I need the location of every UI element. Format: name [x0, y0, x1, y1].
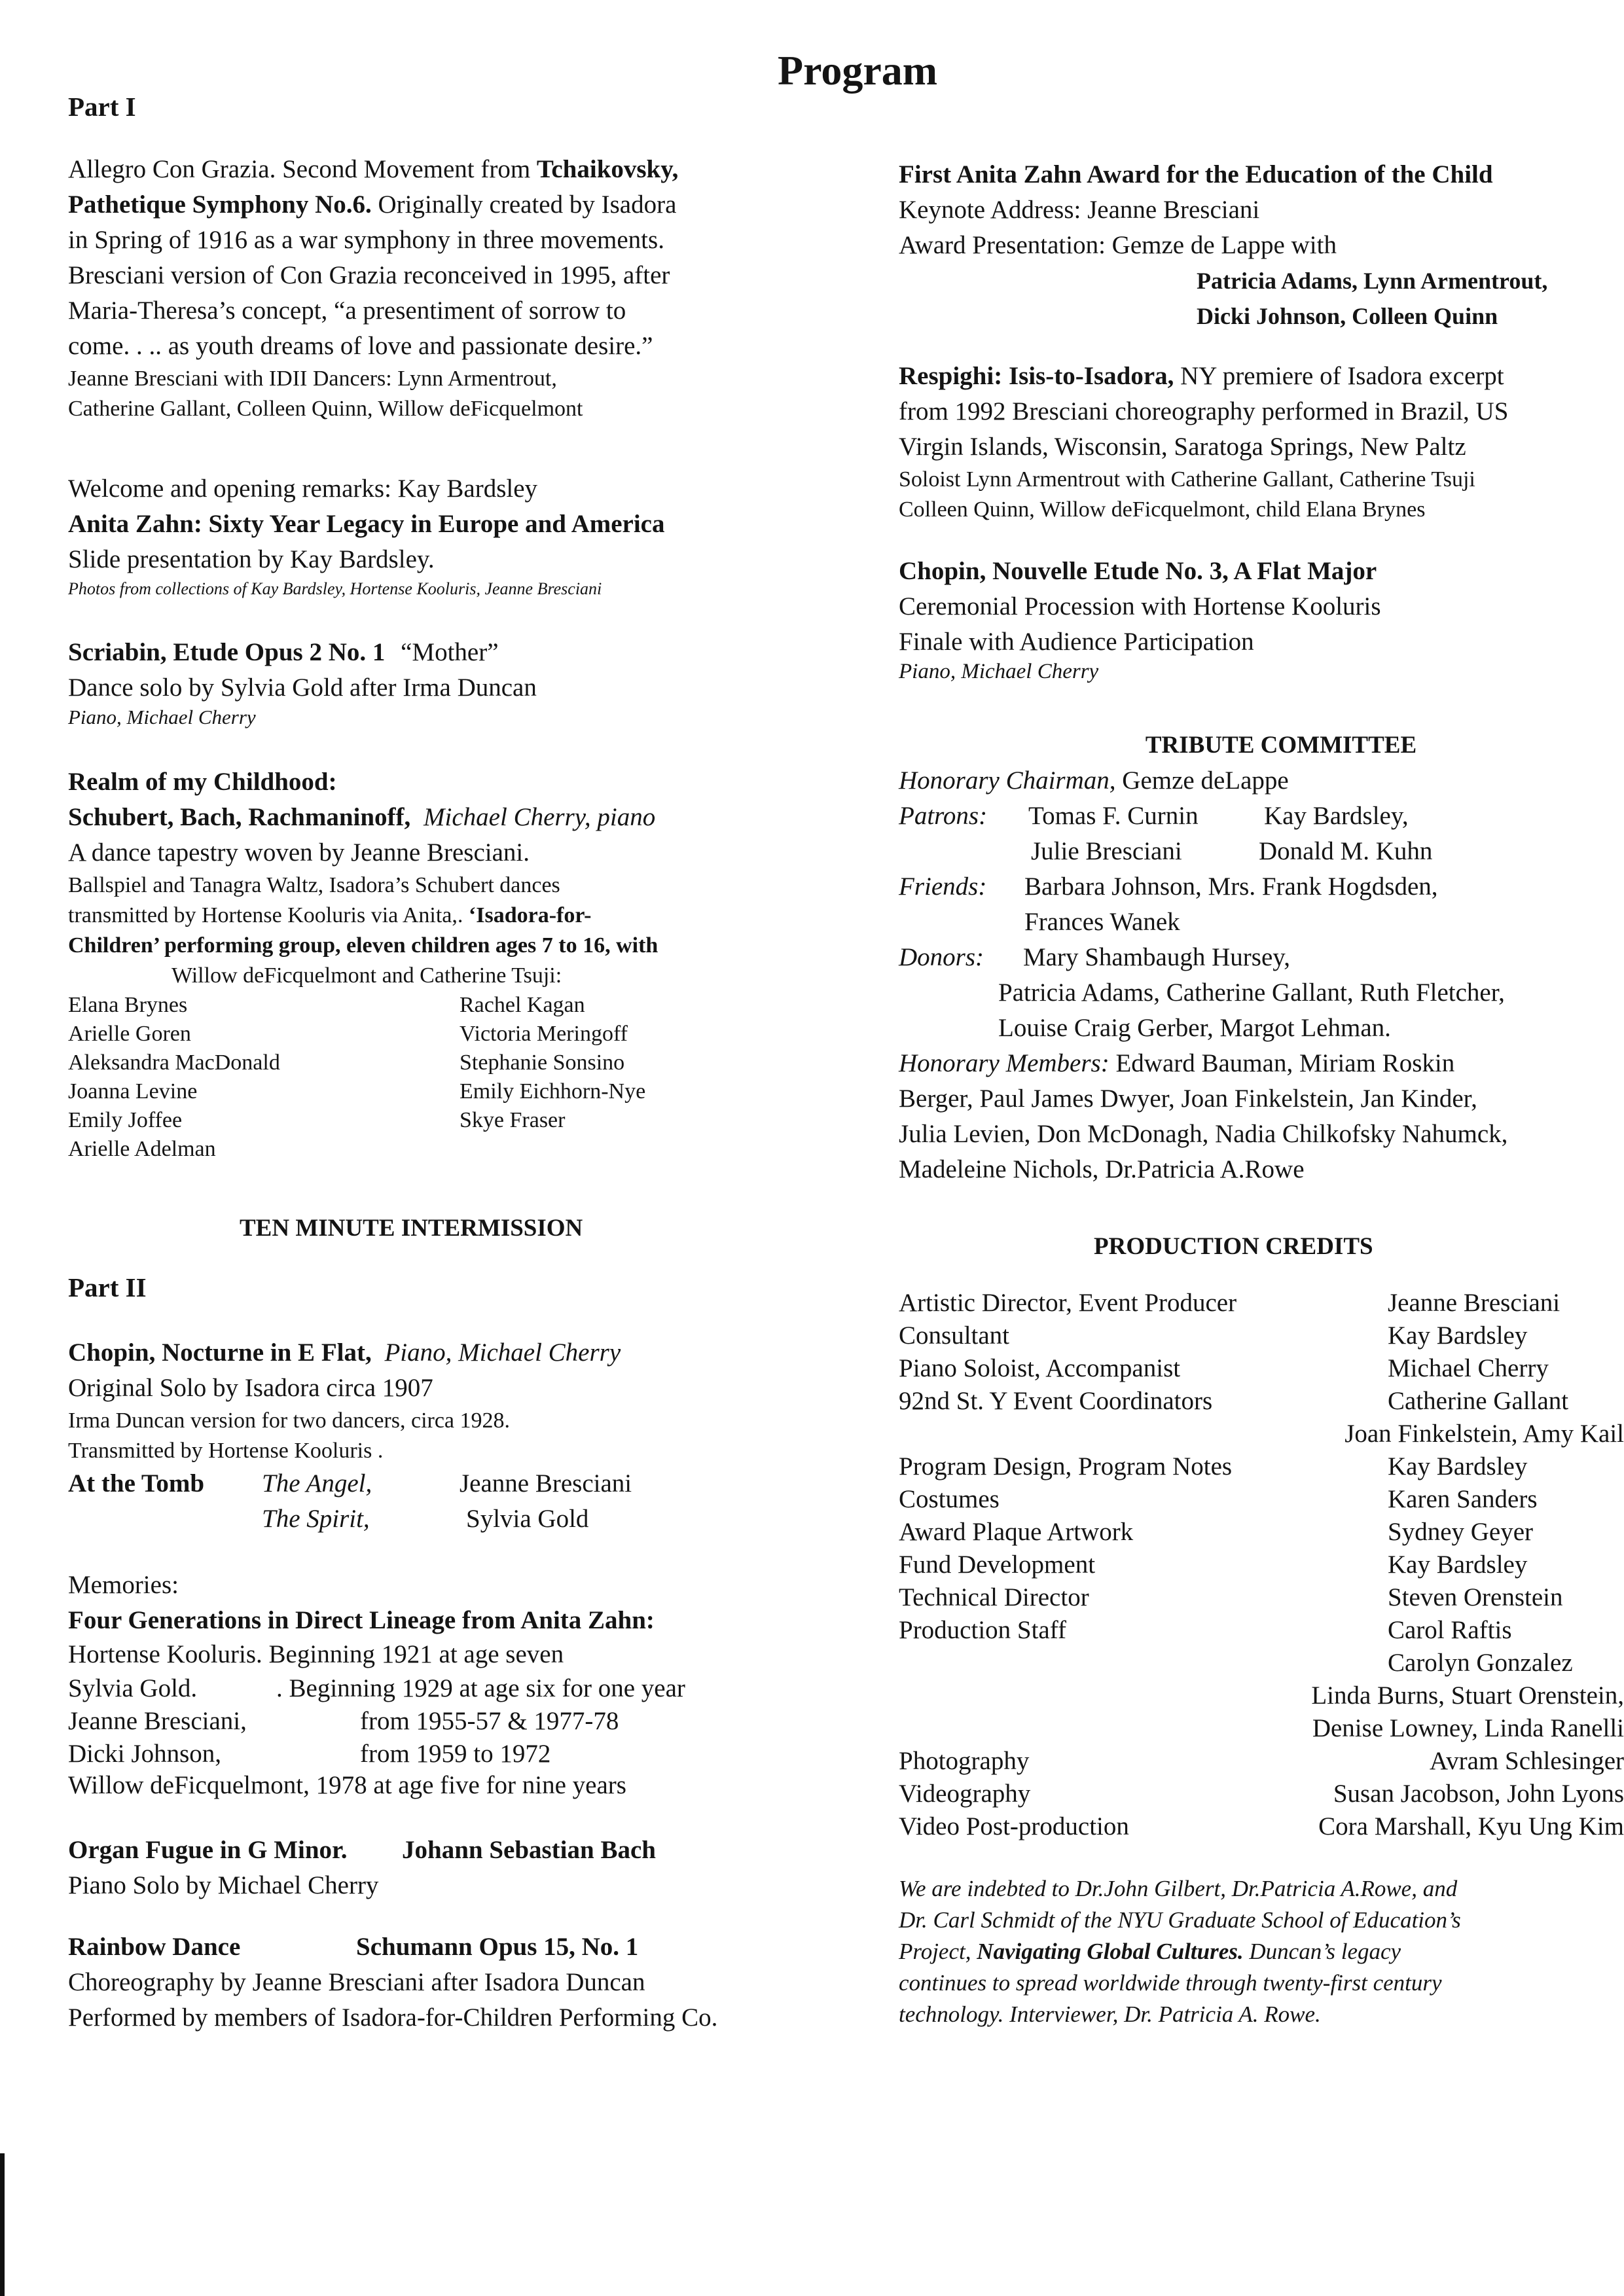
page-title: Program — [777, 47, 938, 94]
credit-row — [899, 1515, 1624, 1547]
tribute-heading: TRIBUTE COMMITTEE — [1145, 732, 1417, 759]
welcome-section — [68, 471, 827, 601]
donors-names: Patricia Adams, Catherine Gallant, Ruth Fletcher, — [998, 978, 1505, 1007]
organ-section — [68, 1833, 827, 1903]
credit-role: Fund Development — [899, 1551, 1096, 1579]
finale-section — [899, 554, 1624, 683]
respighi-text: NY premiere of Isadora excerpt — [1180, 362, 1504, 390]
slide-presentation: Slide presentation by Kay Bardsley. — [68, 545, 435, 573]
credit-row — [899, 1318, 1624, 1351]
donors-label: Donors: — [899, 943, 984, 971]
list-item: Rachel Kagan — [460, 993, 585, 1017]
lineage-name: Sylvia Gold. — [68, 1674, 198, 1702]
friends-names: Frances Wanek — [1024, 908, 1180, 936]
realm-group-name: ‘Isadora-for- — [468, 903, 592, 927]
respighi-section — [899, 359, 1624, 525]
credit-role: Program Design, Program Notes — [899, 1452, 1233, 1480]
credit-person: Avram Schlesinger — [1429, 1747, 1624, 1775]
allegro-composer: Tchaikovsky, — [536, 155, 679, 183]
chopin-nocturne-piano: Piano, Michael Cherry — [384, 1338, 621, 1367]
allegro-title: Allegro Con Grazia. — [68, 155, 276, 183]
list-item: Arielle Goren — [68, 1022, 191, 1046]
award-presenters-1: Patricia Adams, Lynn Armentrout, — [1197, 268, 1548, 294]
allegro-line-2 — [68, 187, 827, 223]
acknowledgement-line: continues to spread worldwide through twenty-first century — [899, 1970, 1442, 1996]
list-item: Joanna Levine — [68, 1079, 198, 1103]
credit-row — [899, 1776, 1624, 1809]
credit-person: Carolyn Gonzalez — [1388, 1649, 1573, 1677]
welcome-line: Welcome and opening remarks: Kay Bardsley — [68, 475, 538, 503]
credit-person: Linda Burns, Stuart Orenstein, — [1311, 1681, 1624, 1710]
realm-line-4: Ballspiel and Tanagra Waltz, Isadora’s Schubert dances — [68, 873, 560, 897]
list-item: Elana Brynes — [68, 993, 188, 1017]
allegro-line-5: Maria-Theresa’s concept, “a presentiment of sorrow to — [68, 296, 626, 325]
lineage-name: Dicki Johnson, — [68, 1740, 221, 1768]
names-right-list — [460, 991, 645, 1135]
respighi-line-3: Virgin Islands, Wisconsin, Saratoga Springs, New Paltz — [899, 433, 1466, 461]
rainbow-section — [68, 1929, 827, 2036]
allegro-section — [68, 152, 827, 424]
list-item: Aleksandra MacDonald — [68, 1050, 280, 1075]
honorary-members-names: Madeleine Nichols, Dr.Patricia A.Rowe — [899, 1155, 1305, 1183]
allegro-line-7: Jeanne Bresciani with IDII Dancers: Lynn Armentrout, — [68, 367, 557, 391]
realm-title: Realm of my Childhood: — [68, 768, 337, 796]
lineage-years: from 1959 to 1972 — [360, 1740, 551, 1768]
organ-desc: Piano Solo by Michael Cherry — [68, 1871, 379, 1899]
honorary-chairman-label: Honorary Chairman, — [899, 766, 1116, 795]
friends-names: Barbara Johnson, Mrs. Frank Hogdsden, — [1024, 872, 1438, 901]
honorary-members-label: Honorary Members: — [899, 1049, 1110, 1077]
patron-name: Kay Bardsley, — [1264, 802, 1409, 830]
chopin-nocturne-title: Chopin, Nocturne in E Flat, — [68, 1338, 372, 1367]
credit-row — [899, 1351, 1624, 1384]
rainbow-line-2: Choreography by Jeanne Bresciani after Isadora Duncan — [68, 1968, 645, 1996]
award-presentation: Award Presentation: Gemze de Lappe with — [899, 231, 1337, 259]
credit-person: Kay Bardsley — [1388, 1452, 1528, 1480]
credit-row — [899, 1645, 1624, 1678]
organ-composer: Johann Sebastian Bach — [402, 1836, 656, 1864]
lineage-years: . Beginning 1929 at age six for one year — [276, 1674, 685, 1702]
patrons-label: Patrons: — [899, 802, 988, 830]
credit-person: Cora Marshall, Kyu Ung Kim — [1318, 1812, 1624, 1840]
award-presenters-2: Dicki Johnson, Colleen Quinn — [1197, 303, 1498, 329]
credit-person: Catherine Gallant — [1388, 1387, 1569, 1415]
photo-credits: Photos from collections of Kay Bardsley, Hortense Kooluris, Jeanne Bresciani — [68, 579, 602, 598]
credit-role: Photography — [899, 1747, 1030, 1775]
credit-person: Michael Cherry — [1388, 1354, 1549, 1382]
credit-role: Production Staff — [899, 1616, 1067, 1644]
finale-line: Finale with Audience Participation — [899, 628, 1254, 656]
production-credits-heading: PRODUCTION CREDITS — [1094, 1233, 1373, 1260]
credit-row — [899, 1613, 1624, 1645]
allegro-text: Second Movement from — [282, 155, 531, 183]
acknowledgement-text: Project, — [899, 1939, 971, 1964]
lineage-row: Willow deFicquelmont, 1978 at age five for nine years — [68, 1771, 626, 1799]
credit-role: Consultant — [899, 1321, 1010, 1350]
credit-row — [899, 1416, 1624, 1449]
rainbow-composer: Schumann Opus 15, No. 1 — [356, 1933, 639, 1961]
friends-label: Friends: — [899, 872, 987, 901]
honorary-members-names: Julia Levien, Don McDonagh, Nadia Chilkofsky Nahumck, — [899, 1120, 1508, 1148]
scan-edge — [0, 2153, 5, 2296]
children-names — [68, 991, 827, 1164]
credit-person: Kay Bardsley — [1388, 1551, 1528, 1579]
donors-names: Louise Craig Gerber, Margot Lehman. — [998, 1014, 1391, 1042]
award-section — [899, 157, 1624, 334]
the-spirit: The Spirit, — [262, 1505, 370, 1533]
chopin-line-2: Original Solo by Isadora circa 1907 — [68, 1374, 433, 1402]
intermission-heading: TEN MINUTE INTERMISSION — [240, 1215, 583, 1242]
allegro-work: Pathetique Symphony No.6. — [68, 190, 372, 219]
realm-line-5: transmitted by Hortense Kooluris via Anita,. — [68, 903, 463, 927]
patron-name: Donald M. Kuhn — [1259, 837, 1433, 865]
acknowledgement-text: Duncan’s legacy — [1249, 1939, 1401, 1964]
respighi-line-4: Soloist Lynn Armentrout with Catherine Gallant, Catherine Tsuji — [899, 467, 1475, 492]
acknowledgement — [899, 1873, 1624, 2030]
finale-piano: Piano, Michael Cherry — [899, 660, 1099, 683]
acknowledgement-line: We are indebted to Dr.John Gilbert, Dr.Patricia A.Rowe, and — [899, 1876, 1458, 1901]
credit-row — [899, 1580, 1624, 1613]
allegro-line-8: Catherine Gallant, Colleen Quinn, Willow deFicquelmont — [68, 397, 583, 421]
chopin-line-4: Transmitted by Hortense Kooluris . — [68, 1439, 384, 1463]
list-item: Arielle Adelman — [68, 1137, 216, 1161]
lineage-name: Jeanne Bresciani, — [68, 1707, 247, 1735]
chopin-line-3: Irma Duncan version for two dancers, circa 1928. — [68, 1408, 511, 1433]
credit-row — [899, 1482, 1624, 1515]
production-credits-section — [899, 1229, 1624, 1842]
list-item: Emily Joffee — [68, 1108, 183, 1132]
credit-role: Video Post-production — [899, 1812, 1129, 1840]
credit-role: Videography — [899, 1780, 1031, 1808]
memories-heading: Memories: — [68, 1571, 179, 1599]
realm-line-7: Willow deFicquelmont and Catherine Tsuji: — [171, 963, 562, 988]
acknowledgement-line: Dr. Carl Schmidt of the NYU Graduate School of Education’s — [899, 1907, 1461, 1933]
chopin-nocturne-section — [68, 1335, 827, 1537]
credit-person: Denise Lowney, Linda Ranelli — [1312, 1714, 1624, 1742]
honorary-members-names: Berger, Paul James Dwyer, Joan Finkelstein, Jan Kinder, — [899, 1085, 1477, 1113]
honorary-chairman-name: Gemze deLappe — [1122, 766, 1289, 795]
credit-row — [899, 1678, 1624, 1711]
list-item: Skye Fraser — [460, 1108, 566, 1132]
lineage-years: from 1955-57 & 1977-78 — [360, 1707, 619, 1735]
respighi-line-2: from 1992 Bresciani choreography performed in Brazil, US — [899, 397, 1509, 425]
memories-section — [68, 1568, 827, 1802]
part-two-heading: Part II — [68, 1272, 147, 1302]
credit-role: Technical Director — [899, 1583, 1089, 1611]
credit-row — [899, 1285, 1624, 1318]
list-item: Victoria Meringoff — [460, 1022, 628, 1046]
credit-person: Sydney Geyer — [1388, 1518, 1534, 1546]
credit-role: Piano Soloist, Accompanist — [899, 1354, 1181, 1382]
realm-line-6 — [68, 931, 827, 961]
tomb-row-2 — [68, 1501, 827, 1537]
credit-role: Artistic Director, Event Producer — [899, 1289, 1237, 1317]
project-name: Navigating Global Cultures. — [977, 1939, 1244, 1964]
tribute-section — [899, 728, 1624, 1187]
the-angel: The Angel, — [262, 1469, 372, 1498]
four-generations-title: Four Generations in Direct Lineage from Anita Zahn: — [68, 1606, 655, 1634]
scriabin-piano: Piano, Michael Cherry — [68, 706, 256, 728]
patron-name: Tomas F. Curnin — [1028, 802, 1199, 830]
anita-zahn-title: Anita Zahn: Sixty Year Legacy in Europe and America — [68, 510, 665, 538]
credit-role: 92nd St. Y Event Coordinators — [899, 1387, 1213, 1415]
credit-row — [899, 1809, 1624, 1842]
credit-row — [899, 1711, 1624, 1744]
patron-name: Julie Bresciani — [1031, 837, 1182, 865]
allegro-line-3: in Spring of 1916 as a war symphony in three movements. — [68, 226, 664, 254]
realm-piano: Michael Cherry, piano — [424, 803, 656, 831]
respighi-title: Respighi: Isis-to-Isadora, — [899, 362, 1174, 390]
scriabin-section — [68, 635, 827, 729]
credit-row — [899, 1744, 1624, 1776]
scriabin-desc: Dance solo by Sylvia Gold after Irma Duncan — [68, 673, 537, 702]
organ-title: Organ Fugue in G Minor. — [68, 1836, 348, 1864]
allegro-text: Originally created by Isadora — [378, 190, 677, 219]
list-item: Emily Eichhorn-Nye — [460, 1079, 646, 1103]
award-title: First Anita Zahn Award for the Education of the Child — [899, 160, 1493, 188]
allegro-line-1 — [68, 152, 827, 187]
scriabin-title: Scriabin, Etude Opus 2 No. 1 — [68, 638, 386, 666]
realm-section — [68, 764, 827, 1164]
realm-line-3: A dance tapestry woven by Jeanne Bresciani. — [68, 838, 530, 867]
acknowledgement-line: technology. Interviewer, Dr. Patricia A. Rowe. — [899, 2001, 1321, 2027]
credit-person: Carol Raftis — [1388, 1616, 1512, 1644]
allegro-line-4: Bresciani version of Con Grazia reconceived in 1995, after — [68, 261, 670, 289]
credit-person: Joan Finkelstein, Amy Kail — [1344, 1420, 1624, 1448]
credit-person: Kay Bardsley — [1388, 1321, 1528, 1350]
scriabin-subtitle: “Mother” — [401, 638, 499, 666]
ceremonial-procession: Ceremonial Procession with Hortense Kooluris — [899, 592, 1381, 620]
credit-row — [899, 1449, 1624, 1482]
chopin-etude-title: Chopin, Nouvelle Etude No. 3, A Flat Major — [899, 557, 1377, 585]
credit-row — [899, 1547, 1624, 1580]
respighi-line-5: Colleen Quinn, Willow deFicquelmont, child Elana Brynes — [899, 497, 1426, 522]
realm-composers: Schubert, Bach, Rachmaninoff, — [68, 803, 411, 831]
part-one-heading: Part I — [68, 92, 136, 122]
credit-person: Susan Jacobson, John Lyons — [1333, 1780, 1624, 1808]
tomb-row-1 — [68, 1466, 827, 1501]
lineage-row: Hortense Kooluris. Beginning 1921 at age seven — [68, 1640, 564, 1668]
rainbow-line-3: Performed by members of Isadora-for-Children Performing Co. — [68, 2003, 718, 2032]
credit-role: Costumes — [899, 1485, 1000, 1513]
lineage-row — [68, 1671, 827, 1704]
credit-person: Karen Sanders — [1388, 1485, 1538, 1513]
credit-person: Steven Orenstein — [1388, 1583, 1563, 1611]
at-the-tomb: At the Tomb — [68, 1469, 205, 1498]
list-item: Stephanie Sonsino — [460, 1050, 625, 1075]
credit-person: Jeanne Bresciani — [1388, 1289, 1561, 1317]
realm-group-desc: Children’ performing group, eleven children ages 7 to 16, with — [68, 933, 659, 958]
honorary-members-names: Edward Bauman, Miriam Roskin — [1115, 1049, 1455, 1077]
allegro-line-6: come. . .. as youth dreams of love and passionate desire.” — [68, 332, 653, 360]
lineage-row — [68, 1704, 827, 1736]
rainbow-title: Rainbow Dance — [68, 1933, 241, 1961]
keynote-address: Keynote Address: Jeanne Bresciani — [899, 196, 1260, 224]
credit-role: Award Plaque Artwork — [899, 1518, 1134, 1546]
credit-row — [899, 1384, 1624, 1416]
angel-dancer: Jeanne Bresciani — [460, 1469, 632, 1498]
lineage-row — [68, 1736, 827, 1769]
names-left-list — [68, 991, 827, 1164]
donors-names: Mary Shambaugh Hursey, — [1023, 943, 1290, 971]
spirit-dancer: Sylvia Gold — [466, 1505, 589, 1533]
